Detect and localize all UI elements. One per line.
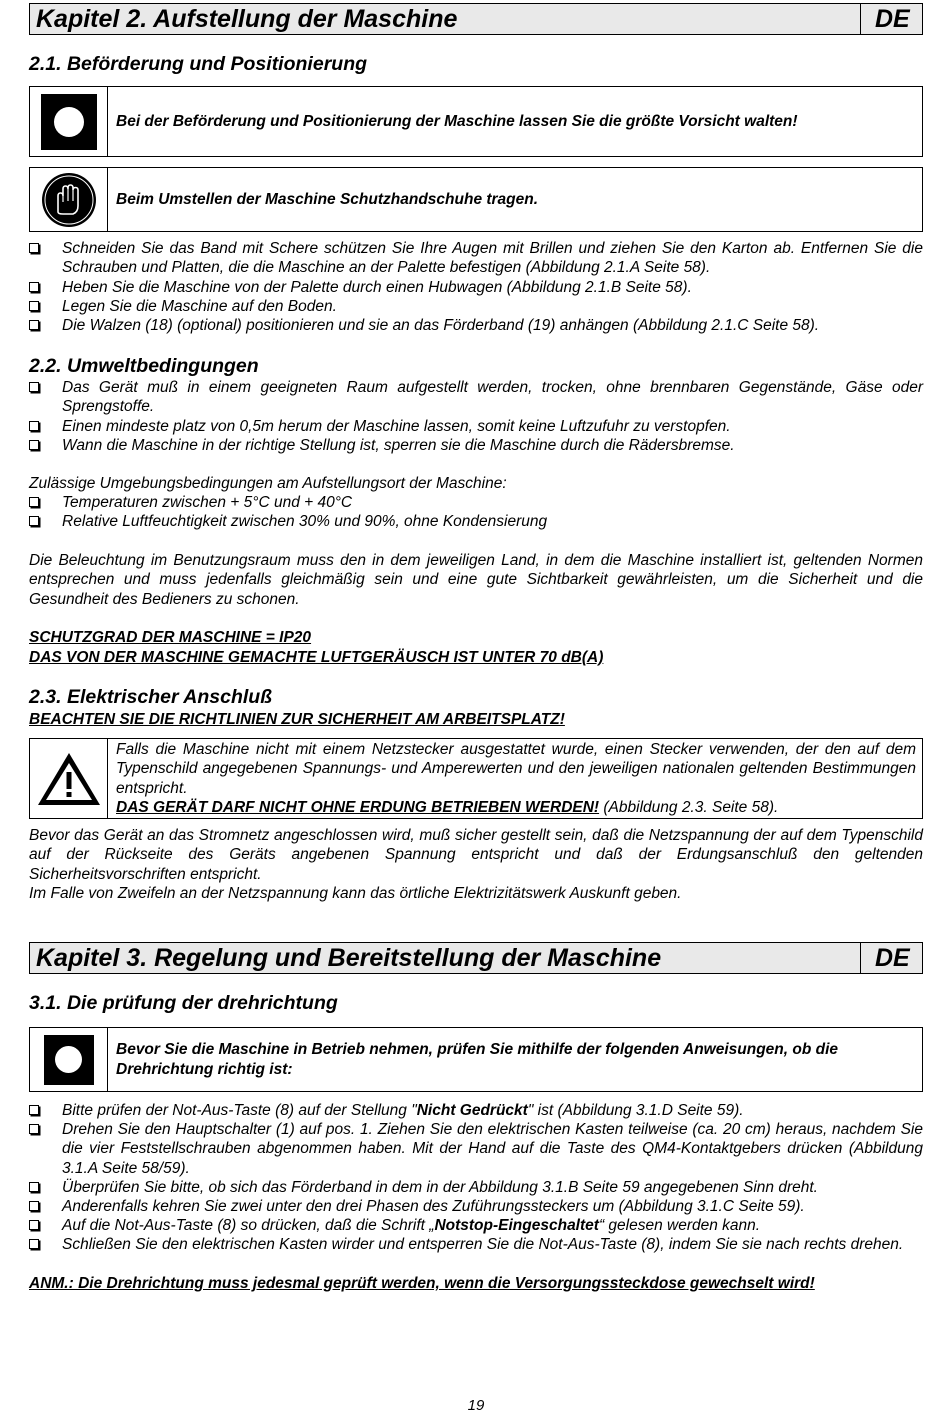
language-code: DE (860, 4, 922, 34)
list-item: Temperaturen zwischen + 5°C und + 40°C (29, 493, 923, 512)
list-item: Schließen Sie den elektrischen Kasten wirder und entsperren Sie die Not-Aus-Taste (8), indem Sie sie nach rechts drehen. (29, 1235, 923, 1254)
section-heading: 2.1. Beförderung und Positionierung (29, 53, 368, 75)
mandatory-notice-box (29, 1027, 923, 1092)
mandatory-action-icon (30, 1028, 108, 1091)
warning-triangle-icon (30, 739, 108, 818)
gloves-notice-box (29, 167, 923, 232)
chapter-title: Kapitel 2. Aufstellung der Maschine (36, 4, 458, 33)
chapter-3-header (29, 942, 923, 974)
lighting-paragraph: Die Beleuchtung im Benutzungsraum muss den in dem jeweiligen Land, in dem die Maschine installiert ist, geltenden Normen entsprechen und muss jedenfalls gleichmäßig sein und eine gute Sichtbarkeit gewährleisten, um die Sicherheit und die Gesundheit des Bedieners zu schonen. (29, 552, 923, 608)
list-item: Relative Luftfeuchtigkeit zwischen 30% und 90%, ohne Kondensierung (29, 512, 923, 531)
list-item: Das Gerät muß in einem geeigneten Raum aufgestellt werden, trocken, ohne brennbaren Gegenstände, Gäse oder Sprengstoffe. (29, 378, 923, 417)
protection-class: SCHUTZGRAD DER MASCHINE = IP20 (29, 629, 312, 646)
list-item: Legen Sie die Maschine auf den Boden. (29, 297, 923, 316)
chapter-2-header (29, 3, 923, 35)
list-item: Einen mindeste platz von 0,5m herum der Maschine lassen, somit keine Luftzufuhr zu verstopfen. (29, 417, 923, 436)
list-item: Auf die Not-Aus-Taste (8) so drücken, daß die Schrift „Notstop-Eingeschaltet“ gelesen werden kann. (29, 1216, 923, 1235)
section-heading: 3.1. Die prüfung der drehrichtung (29, 992, 338, 1014)
list-item: Bitte prüfen der Not-Aus-Taste (8) auf der Stellung "Nicht Gedrückt" ist (Abbildung 3.1.D Seite 59). (29, 1101, 923, 1120)
list-item: Überprüfen Sie bitte, ob sich das Förderband in dem in der Abbildung 3.1.B Seite 59 angegebenen Sinn dreht. (29, 1178, 923, 1197)
info-paragraph: Im Falle von Zweifeln an der Netzspannung kann das örtliche Elektrizitätswerk Auskunft geben. (29, 885, 682, 902)
warning-text: Falls die Maschine nicht mit einem Netzstecker ausgestattet wurde, einen Stecker verwenden, der den auf dem Typenschild angegebenen Spannungs- und Amperewerten und den jeweiligen nationalen geltenden Bestimmungen entspricht. DAS GERÄT DARF NICHT OHNE ERDUNG BETRIEBEN WERDEN! (Abbildung 2.3. Seite 58). (116, 741, 916, 816)
section-heading: 2.3. Elektrischer Anschluß (29, 686, 273, 708)
mandatory-notice-box (29, 86, 923, 157)
list-item: Heben Sie die Maschine von der Palette durch einen Hubwagen (Abbildung 2.1.B Seite 58). (29, 278, 923, 297)
mandatory-action-icon (30, 87, 108, 156)
safety-directive: BEACHTEN SIE DIE RICHTLINIEN ZUR SICHERHEIT AM ARBEITSPLATZ! (29, 711, 565, 728)
note-anm: ANM.: Die Drehrichtung muss jedesmal geprüft werden, wenn die Versorgungssteckdose gewechselt wird! (29, 1275, 815, 1292)
list-item: Wann die Maschine in der richtige Stellung ist, sperren sie die Maschine durch die Rädersbremse. (29, 436, 923, 455)
voltage-paragraph: Bevor das Gerät an das Stromnetz angeschlossen wird, muß sicher gestellt sein, daß die Netzspannung der auf dem Typenschild auf der Rückseite des Geräts angebenen Spannung entspricht und daß der Erdungsanschluß den geltenden Sicherheitsvorschriften entspricht. (29, 827, 923, 883)
grounding-warning: DAS GERÄT DARF NICHT OHNE ERDUNG BETRIEBEN WERDEN! (116, 798, 600, 816)
list-item: Drehen Sie den Hauptschalter (1) auf pos. 1. Ziehen Sie den elektrischen Kasten teilweise (ca. 20 cm) heraus, nachdem Sie die vier Feststellschrauben abgenommen haben. Mit der Hand auf die Taste des QM4-Kontaktgebers drücken (Abbildung 3.1.A Seite 58/59). (29, 1120, 923, 1178)
notice-text: Bevor Sie die Maschine in Betrieb nehmen, prüfen Sie mithilfe der folgenden Anweisungen, ob die Drehrichtung richtig ist: (116, 1041, 839, 1078)
notice-text: Bei der Beförderung und Positionierung der Maschine lassen Sie die größte Vorsicht walten! (116, 112, 798, 130)
list-item: Schneiden Sie das Band mit Schere schützen Sie Ihre Augen mit Brillen und ziehen Sie den Karton ab. Entfernen Sie die Schrauben und Platten, die die Maschine an der Palette befestigen (Abbildung 2.1.A Seite 58). (29, 239, 923, 278)
chapter-title: Kapitel 3. Regelung und Bereitstellung der Maschine (36, 943, 662, 972)
conditions-intro: Zulässige Umgebungsbedingungen am Aufstellungsort der Maschine: (29, 475, 507, 492)
protective-gloves-icon (30, 168, 108, 231)
page-number: 19 (467, 1397, 485, 1414)
noise-level: DAS VON DER MASCHINE GEMACHTE LUFTGERÄUSCH IST UNTER 70 dB(A) (29, 649, 604, 666)
list-item: Die Walzen (18) (optional) positionieren und sie an das Förderband (19) anhängen (Abbildung 2.1.C Seite 58). (29, 316, 923, 335)
section-heading: 2.2. Umweltbedingungen (29, 355, 259, 377)
warning-box (29, 738, 923, 819)
language-code: DE (860, 943, 922, 973)
list-item: Anderenfalls kehren Sie zwei unter den drei Phasen des Zuführungssteckers um (Abbildung 3.1.C Seite 59). (29, 1197, 923, 1216)
notice-text: Beim Umstellen der Maschine Schutzhandschuhe tragen. (116, 190, 539, 208)
